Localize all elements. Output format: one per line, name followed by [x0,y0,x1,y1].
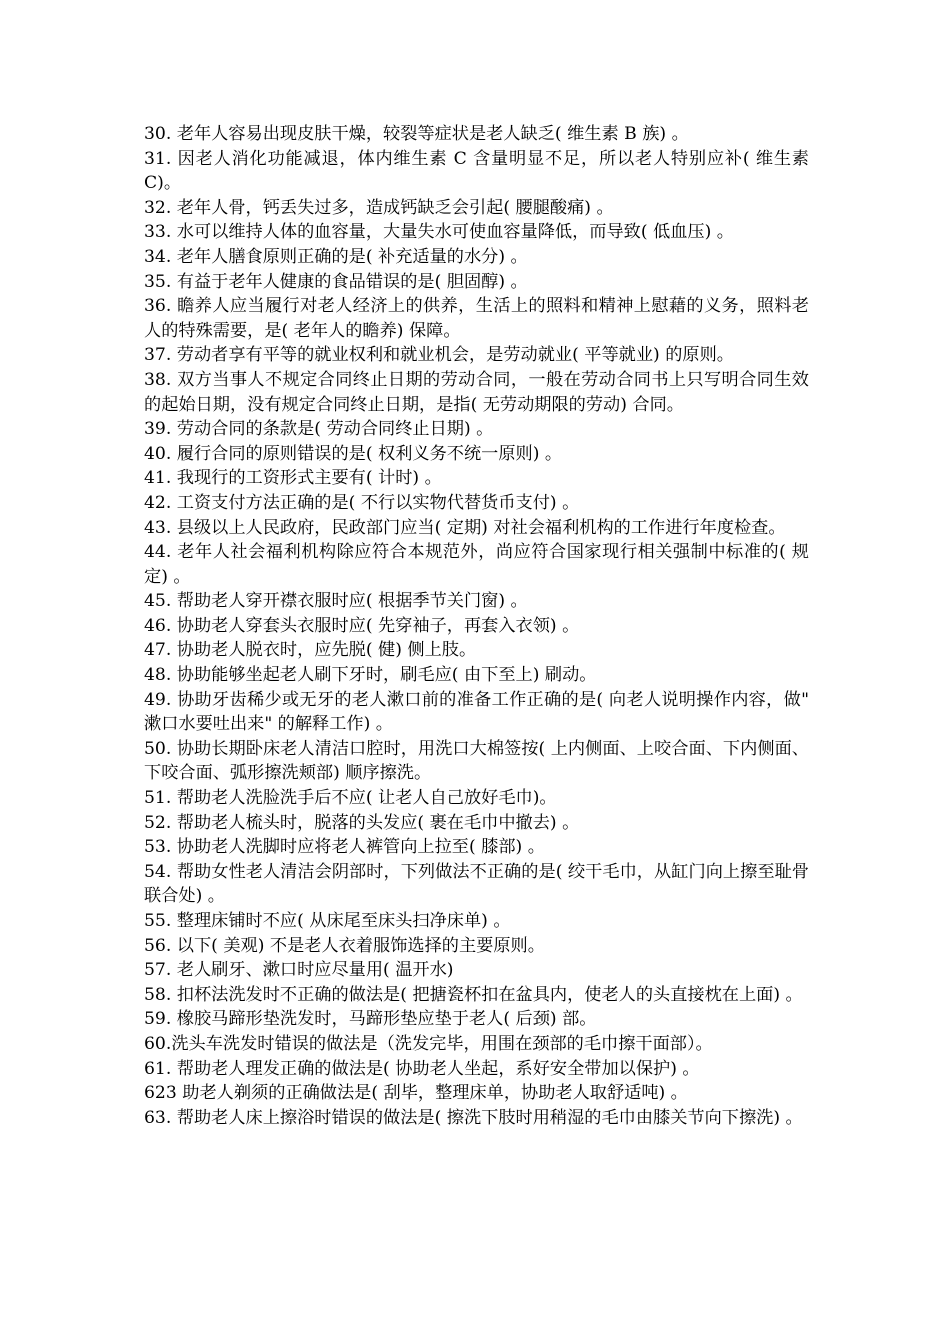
question-62: 623 助老人剃须的正确做法是( 刮毕，整理床单，协助老人取舒适吨) 。 [144,1083,688,1104]
document-body [144,122,809,1130]
question-60: 60.洗头车洗发时错误的做法是（洗发完毕，用围在颈部的毛巾擦干面部）。 [144,1033,713,1054]
question-59: 59. 橡胶马蹄形垫洗发时，马蹄形垫应垫于老人( 后颈) 部。 [144,1009,597,1030]
question-31: 31. 因老人消化功能减退，体内维生素 C 含量明显不足，所以老人特别应补( 维生素 C)。 [144,148,809,194]
question-40: 40. 履行合同的原则错误的是( 权利义务不统一原则) 。 [144,443,563,464]
question-58: 58. 扣杯法洗发时不正确的做法是( 把搪瓷杯扣在盆具内，使老人的头直接枕在上面) 。 [144,984,803,1005]
question-45: 45. 帮助老人穿开襟衣服时应( 根据季节关门窗) 。 [144,591,528,612]
question-37: 37. 劳动者享有平等的就业权利和就业机会，是劳动就业( 平等就业) 的原则。 [144,345,734,366]
question-57: 57. 老人刷牙、漱口时应尽量用( 温开水) [144,960,454,981]
question-50: 50. 协助长期卧床老人清洁口腔时，用洗口大棉签按( 上内侧面、上咬合面、下内侧面、下咬合面、弧形擦洗颊部) 顺序擦洗。 [144,738,809,784]
question-47: 47. 协助老人脱衣时，应先脱( 健) 侧上肢。 [144,640,477,661]
question-43: 43. 县级以上人民政府，民政部门应当( 定期) 对社会福利机构的工作进行年度检查。 [144,517,786,538]
question-56: 56. 以下( 美观) 不是老人衣着服饰选择的主要原则。 [144,935,545,956]
question-53: 53. 协助老人洗脚时应将老人裤管向上拉至( 膝部) 。 [144,837,545,858]
question-61: 61. 帮助老人理发正确的做法是( 协助老人坐起，系好安全带加以保护) 。 [144,1058,700,1079]
question-35: 35. 有益于老年人健康的食品错误的是( 胆固醇) 。 [144,271,528,292]
question-49: 49. 协助牙齿稀少或无牙的老人漱口前的准备工作正确的是( 向老人说明操作内容，做" 漱口水要吐出来" 的解释工作) 。 [144,689,809,735]
question-54: 54. 帮助女性老人清洁会阴部时，下列做法不正确的是( 绞干毛巾，从缸门向上擦至耻骨联合处) 。 [144,861,809,907]
question-46: 46. 协助老人穿套头衣服时应( 先穿袖子，再套入衣领) 。 [144,615,580,636]
question-51: 51. 帮助老人洗脸洗手后不应( 让老人自己放好毛巾)。 [144,788,557,809]
question-55: 55. 整理床铺时不应( 从床尾至床头扫净床单) 。 [144,911,511,931]
question-63: 63. 帮助老人床上擦浴时错误的做法是( 擦洗下肢时用稍湿的毛巾由膝关节向下擦洗) 。 [144,1107,803,1128]
question-38: 38. 双方当事人不规定合同终止日期的劳动合同，一般在劳动合同书上只写明合同生效的起始日期，没有规定合同终止日期，是指( 无劳动期限的劳动) 合同。 [144,369,809,415]
question-39: 39. 劳动合同的条款是( 劳动合同终止日期) 。 [144,419,494,440]
question-36: 36. 瞻养人应当履行对老人经济上的供养，生活上的照料和精神上慰藉的义务，照料老人的特殊需要，是( 老年人的瞻养) 保障。 [144,296,809,341]
question-30: 30. 老年人容易出现皮肤干燥，较裂等症状是老人缺乏( 维生素 B 族) 。 [144,124,689,144]
question-44: 44. 老年人社会福利机构除应符合本规范外，尚应符合国家现行相关强制中标准的( 规定) 。 [144,542,809,587]
question-32: 32. 老年人骨，钙丢失过多，造成钙缺乏会引起( 腰腿酸痛) 。 [144,197,614,218]
question-48: 48. 协助能够坐起老人刷下牙时，刷毛应( 由下至上) 刷动。 [144,665,597,686]
question-33: 33. 水可以维持人体的血容量，大量失水可使血容量降低，而导致( 低血压) 。 [144,222,734,243]
question-41: 41. 我现行的工资形式主要有( 计时) 。 [144,468,442,489]
question-42: 42. 工资支付方法正确的是( 不行以实物代替货币支付) 。 [144,492,580,513]
question-52: 52. 帮助老人梳头时，脱落的头发应( 裹在毛巾中撤去) 。 [144,812,580,833]
question-34: 34. 老年人膳食原则正确的是( 补充适量的水分) 。 [144,246,528,267]
